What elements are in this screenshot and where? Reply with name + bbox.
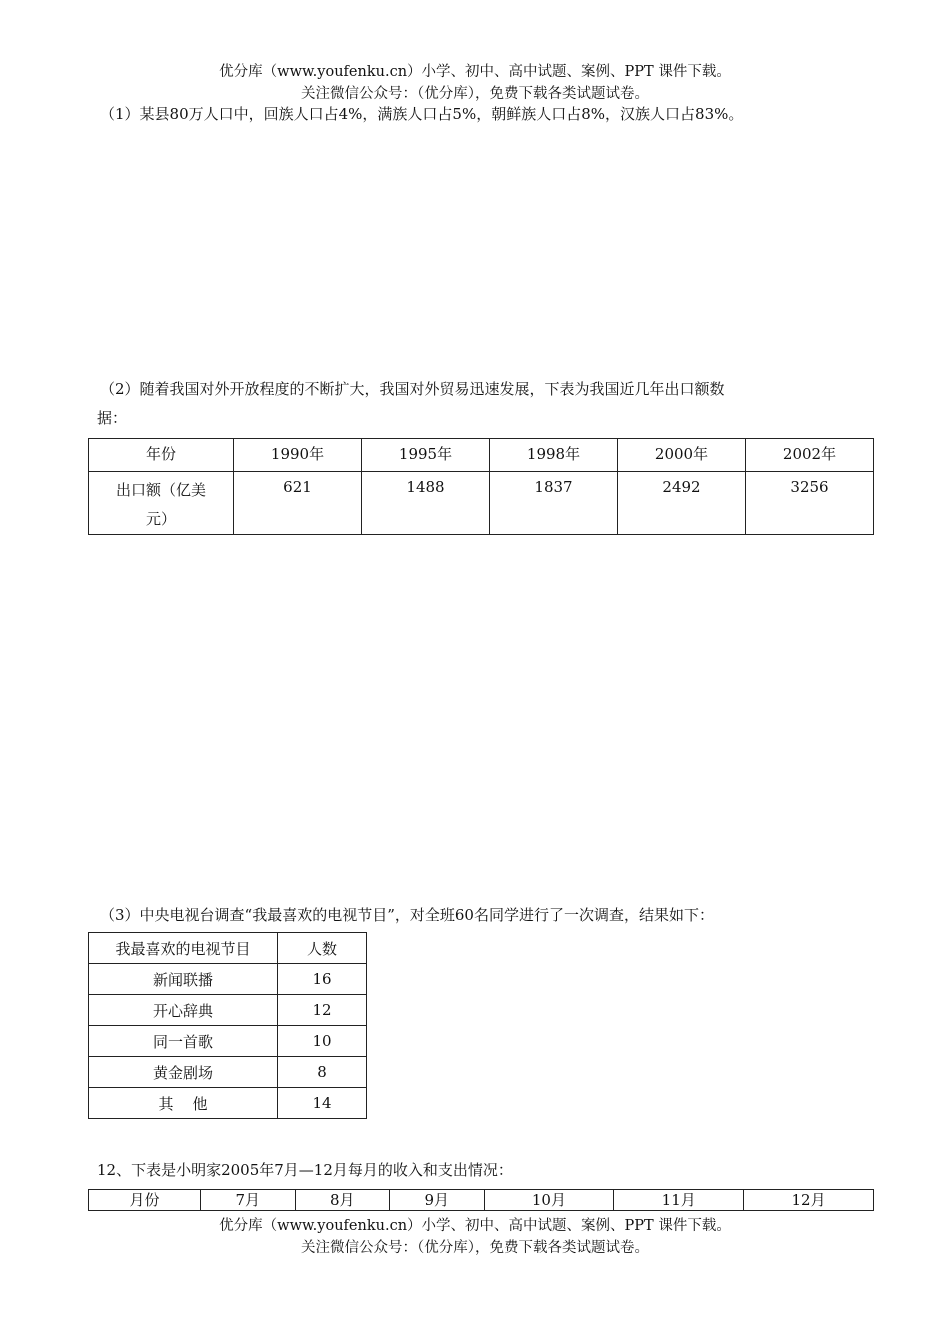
question-1-text: （1）某县80万人口中，回族人口占4%，满族人口占5%，朝鲜族人口占8%，汉族人口占83%。 [100, 105, 744, 123]
table-row [89, 1026, 367, 1057]
monthly-table [88, 1189, 874, 1211]
tv-program-cell: 开心辞典 [89, 995, 278, 1026]
month-cell: 12月 [744, 1190, 874, 1211]
monthly-table-header-row [89, 1190, 874, 1211]
export-value-header-line1: 出口额（亿美 [115, 481, 206, 499]
month-header: 月份 [89, 1190, 201, 1211]
question-2-text-line2: 据： [97, 409, 128, 427]
tv-program-cell: 同一首歌 [89, 1026, 278, 1057]
export-year-cell: 2000年 [618, 439, 746, 472]
export-table [88, 438, 874, 535]
tv-program-table [88, 932, 367, 1119]
question-2-text-line1: （2）随着我国对外开放程度的不断扩大，我国对外贸易迅速发展，下表为我国近几年出口额数 [100, 380, 725, 398]
tv-count-cell: 14 [278, 1088, 367, 1119]
export-value-cell: 1488 [362, 472, 490, 535]
question-12-text: 12、下表是小明家2005年7月—12月每月的收入和支出情况： [97, 1161, 513, 1179]
export-year-cell: 1995年 [362, 439, 490, 472]
export-value-header-line2: 元） [145, 510, 176, 528]
tv-table-header-row [89, 933, 367, 964]
export-year-cell: 1998年 [490, 439, 618, 472]
tv-count-cell: 8 [278, 1057, 367, 1088]
export-value-cell: 2492 [618, 472, 746, 535]
tv-count-cell: 10 [278, 1026, 367, 1057]
table-row [89, 1088, 367, 1119]
tv-count-cell: 16 [278, 964, 367, 995]
month-cell: 7月 [201, 1190, 296, 1211]
export-year-cell: 2002年 [746, 439, 874, 472]
export-value-header [89, 472, 234, 535]
month-cell: 10月 [484, 1190, 614, 1211]
page-footer-line2: 关注微信公众号：（优分库），免费下载各类试题试卷。 [301, 1240, 649, 1256]
tv-program-cell: 新闻联播 [89, 964, 278, 995]
page-header-line2: 关注微信公众号：（优分库），免费下载各类试题试卷。 [301, 86, 649, 102]
export-year-cell: 1990年 [234, 439, 362, 472]
table-row [89, 995, 367, 1026]
export-table-value-row [89, 472, 874, 535]
month-cell: 8月 [295, 1190, 390, 1211]
month-cell: 11月 [614, 1190, 744, 1211]
page-header-line1: 优分库（www.youfenku.cn）小学、初中、高中试题、案例、PPT 课件下载。 [219, 64, 731, 80]
export-year-header: 年份 [89, 439, 234, 472]
export-table-year-row [89, 439, 874, 472]
tv-program-cell: 黄金剧场 [89, 1057, 278, 1088]
month-cell: 9月 [390, 1190, 485, 1211]
export-value-cell: 1837 [490, 472, 618, 535]
page-footer-line1: 优分库（www.youfenku.cn）小学、初中、高中试题、案例、PPT 课件下载。 [219, 1218, 731, 1234]
export-value-cell: 621 [234, 472, 362, 535]
table-row [89, 964, 367, 995]
tv-count-cell: 12 [278, 995, 367, 1026]
table-row [89, 1057, 367, 1088]
tv-program-header: 我最喜欢的电视节目 [89, 933, 278, 964]
tv-program-cell: 其 他 [89, 1088, 278, 1119]
tv-count-header: 人数 [278, 933, 367, 964]
question-3-text: （3）中央电视台调查“我最喜欢的电视节目”，对全班60名同学进行了一次调查，结果如下： [100, 906, 714, 924]
export-value-cell: 3256 [746, 472, 874, 535]
